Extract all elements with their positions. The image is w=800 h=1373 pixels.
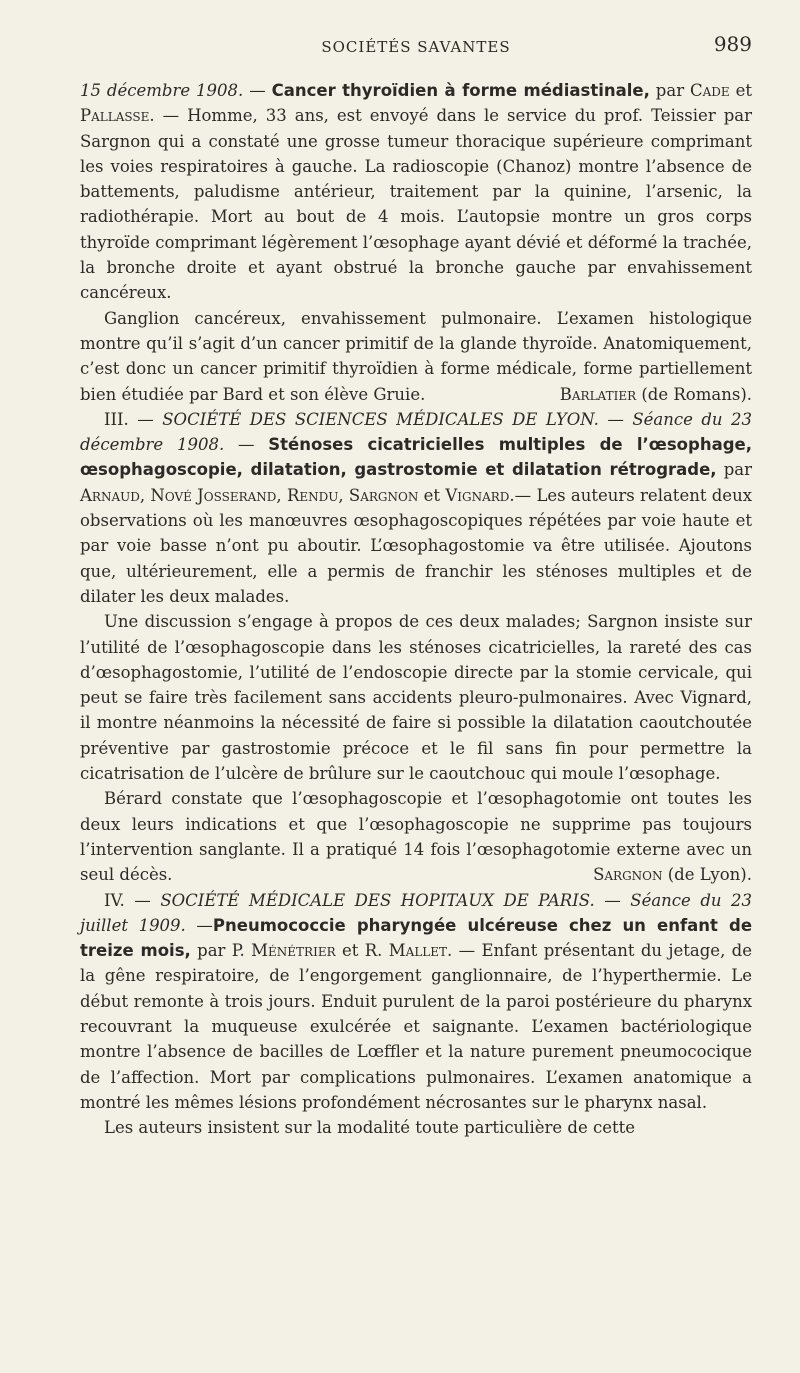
entry1-dash: — [243, 81, 272, 100]
section4-by: par P. [190, 941, 252, 961]
section4-number: IV. — [104, 890, 161, 910]
section3-paragraph-2: Une discussion s’engage à propos de ces deux malades; Sargnon insiste sur l’utilité de l’œsophagoscopie dans les sténoses cicatricielles, la rareté des cas d’œsophagostomie, l’utilité de l’endoscopie directe par la stomie cervicale, qui peut se faire très facilement sans accidents pleuro-pulmonaires. Avec Vignard, il montre néanmoins la nécessité de faire si possible la dilatation caoutchoutée préventive par gastrostomie précoce et le fil sans fin pour permettre la cicatrisation de l’ulcère de brûlure sur le caoutchouc qui moule l’œsophage. [80, 612, 752, 784]
section4-society: SOCIÉTÉ MÉDICALE DES HOPITAUX DE PARIS. [160, 890, 595, 910]
section4-tail: — [594, 890, 621, 910]
section3-signature-name: Sargnon [593, 865, 663, 885]
section3-by: par [716, 460, 752, 480]
section3-number: III. — [104, 409, 163, 429]
section4-and: et R. [335, 941, 389, 961]
entry1-signature-place: (de Romans). [636, 384, 752, 404]
entry1-by: par [649, 81, 691, 100]
section4-body: . — Enfant présentant du jetage, de la gêne respiratoire, de l’engorgement ganglionnaire, de l’hyperthermie. Le début remonte à trois jours. Enduit purulent de la paroi postérieure du pharynx recouvrant la muqueuse exulcérée et saignante. L’examen bactériologique montre l’absence de bacilles de Lœffler et la nature purement pneumococique de l’affection. Mort par complications pulmonaires. L’examen anatomique a montré les mêmes lésions profondément nécrosantes sur le pharynx nasal. [80, 941, 752, 1112]
section3-para3-text: Bérard constate que l’œsophagoscopie et l’œsophagotomie ont toutes les deux leurs indications et que l’œsophagoscopie ne supprime pas toujours l’intervention sanglante. Il a pratiqué 14 fois l’œsophagotomie externe avec un seul décès. [80, 789, 752, 885]
section3-author-last: Vignard [445, 485, 510, 505]
section4-date: Séance du 23 juillet 1909. [80, 890, 753, 935]
entry1-signature-name: Barlatier [559, 384, 637, 404]
section3-signature [569, 862, 752, 887]
section3-title: Sténoses cicatricielles multiples de l’œsophage, œsophagoscopie, dilatation, gastrostomie et dilatation rétrograde, [80, 435, 752, 480]
section3-signature-place: (de Lyon). [662, 865, 752, 885]
section3-tail: — [598, 409, 624, 429]
entry1-author2: Pallasse [80, 106, 150, 126]
entry1-para2-text: Ganglion cancéreux, envahissement pulmonaire. L’examen histologique montre qu’il s’agit d’un cancer primitif de la glande thyroïde. Anatomiquement, c’est donc un cancer primitif thyroïdien à forme médicale, forme partiellement bien étudiée par Bard et son élève Gruie. [80, 308, 752, 404]
entry1-paragraph [80, 78, 752, 306]
page-header [80, 30, 752, 60]
section4-paragraph-2: Les auteurs insistent sur la modalité toute particulière de cette [104, 1118, 636, 1138]
section3-authors: Arnaud, Nové Josserand, Rendu, Sargnon [80, 485, 419, 505]
section4-title: Pneumococcie pharyngée ulcéreuse chez un enfant de treize mois, [80, 915, 753, 961]
section3-date: Séance du 23 décembre 1908. [80, 409, 752, 455]
section4-heading-paragraph [80, 888, 752, 1116]
entry1-and: et [729, 81, 753, 100]
section4-author1: Ménétrier [251, 941, 336, 961]
page-number: 989 [713, 32, 752, 56]
section3-society: SOCIÉTÉ DES SCIENCES MÉDICALES DE LYON. [162, 409, 599, 429]
journal-page [80, 30, 752, 1140]
section4-dash: — [185, 915, 213, 935]
entry1-title: Cancer thyroïdien à forme médiastinale, [271, 81, 650, 100]
section3-body: .— Les auteurs relatent deux observations où les manœuvres œsophagoscopiques répétées par voie haute et par voie basse n’ont pu aboutir. L’œsophagostomie va être utilisée. Ajoutons que, ultérieurement, elle a permis de franchir les sténoses multiples et de dilater les deux malades. [80, 485, 753, 606]
section3-paragraph-3 [80, 786, 752, 887]
entry1-body: . — Homme, 33 ans, est envoyé dans le service du prof. Teissier par Sargnon qui a constaté une grosse tumeur thoracique supérieure comprimant les voies respiratoires à gauche. La radioscopie (Chanoz) montre l’absence de battements, paludisme antérieur, traitement par la quinine, l’arsenic, la radiothérapie. Mort au bout de 4 mois. L’autopsie montre un gros corps thyroïde comprimant légèrement l’œsophage ayant dévié et déformé la trachée, la bronche droite et ayant obstrué la bronche gauche par envahissement cancéreux. [80, 106, 752, 303]
entry1-date: 15 décembre 1908. [80, 81, 244, 100]
section4-author2: Mallet [388, 941, 448, 961]
entry1-signature [536, 382, 752, 407]
section3-and: et [418, 485, 446, 505]
section3-heading-paragraph [80, 407, 752, 609]
running-head: SOCIÉTÉS SAVANTES [321, 38, 511, 56]
entry1-author1: Cade [690, 81, 730, 100]
section3-dash: — [224, 435, 269, 455]
entry1-paragraph-2 [80, 306, 752, 407]
